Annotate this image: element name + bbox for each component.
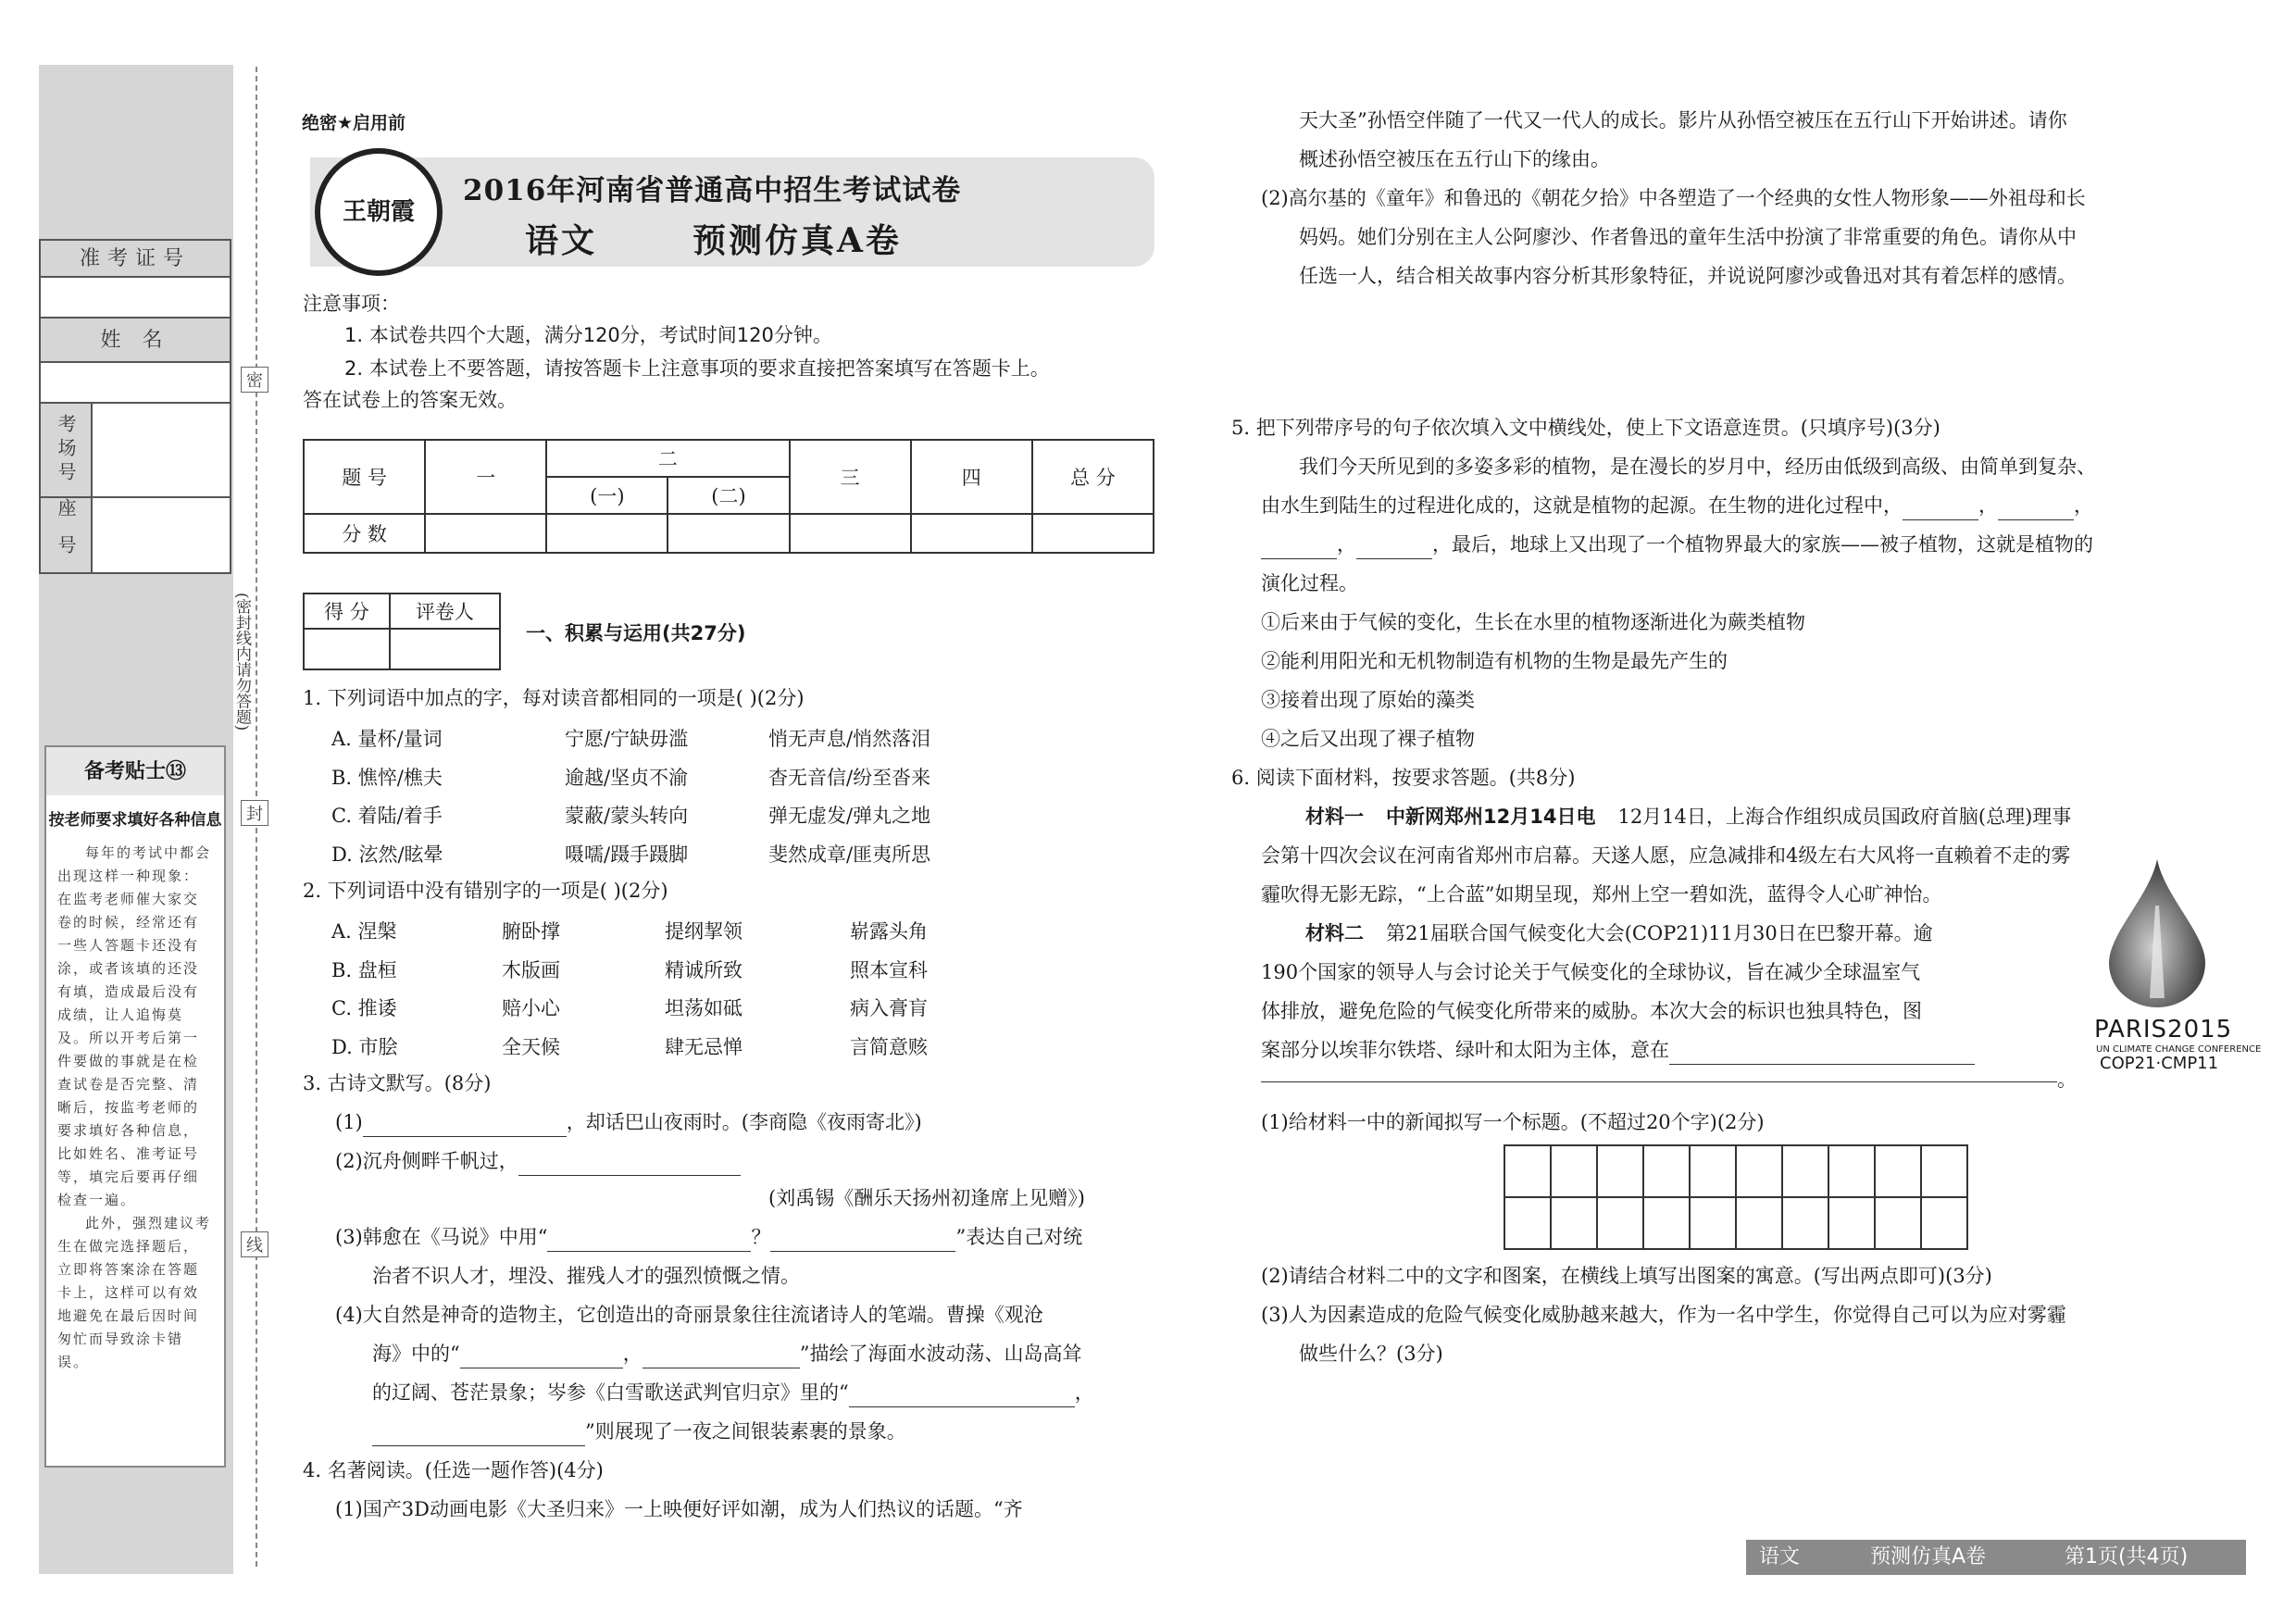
q1-option: A. 量杯/量词 宁愿/宁缺毋滥 悄无声息/悄然落泪 [331,728,931,750]
seat-label: 座号 [41,498,91,572]
score-cell[interactable] [1032,514,1154,553]
q6-material-2-cont3: 案部分以埃菲尔铁塔、绿叶和太阳为主体，意在 [1261,1035,1975,1065]
cop21-logo-cop: COP21·CMP11 [2100,1054,2219,1073]
score-table [303,439,1154,554]
grid-cell[interactable] [1736,1197,1782,1249]
tip-header: 备考贴士⑬ [46,747,224,795]
q6-material-2-cont: 190个国家的领导人与会讨论关于气候变化的全球协议，旨在减少全球温室气 [1261,961,1921,983]
name-field[interactable] [39,361,231,404]
q3-sub-4: (4)大自然是神奇的造物主，它创造出的奇丽景象往往流诸诗人的笔端。曹操《观沧 [335,1304,1043,1326]
grid-cell[interactable] [1828,1197,1875,1249]
q2-option: D. 市脍 全天候 肆无忌惮 言简意赅 [331,1035,928,1058]
q6-material-1-cont: 会第十四次会议在河南省郑州市启幕。天遂人愿，应急减排和4级左右大风将一直赖着不走的雾 [1261,844,2071,867]
q4-stem: 4. 名著阅读。(任选一题作答)(4分) [303,1459,604,1481]
answer-blank[interactable] [849,1406,1075,1407]
q5-passage: 演化过程。 [1261,572,1358,594]
score-subheader-cell: (二) [668,477,789,514]
q1-option: B. 憔悴/樵夫 逾越/坚贞不渝 杳无音信/纷至沓来 [331,766,931,789]
answer-blank[interactable] [518,1175,741,1176]
q4-sub-1-cont2: 概述孙悟空被压在五行山下的缘由。 [1299,148,1610,170]
grid-cell[interactable] [1782,1197,1828,1249]
score-cell[interactable] [790,514,911,553]
notice-item-2b: 答在试卷上的答案无效。 [303,389,517,411]
seal-mark-mi: 密 [241,367,268,393]
q2-option: C. 推诿 赔小心 坦荡如砥 病入膏肓 [331,997,928,1019]
notice-label: 注意事项： [303,293,400,315]
exam-room-field[interactable] [91,404,231,496]
paper-title: 预测仿真A卷 [693,221,902,260]
title-answer-grid [1504,1144,1968,1250]
q6-sub-1: (1)给材料一中的新闻拟写一个标题。(不超过20个字)(2分) [1261,1111,1765,1133]
score-cell[interactable] [668,514,789,553]
score-row-label: 分 数 [304,514,425,553]
score-header-cell: 二 [546,440,789,477]
q6-material-1-cont2: 霾吹得无影无踪，“上合蓝”如期呈现，郑州上空一碧如洗，蓝得令人心旷神怡。 [1261,883,1942,906]
q3-sub-4-d: ”则展现了一夜之间银装素裹的景象。 [372,1417,906,1446]
q2-option: A. 涅槃 腑卧撑 提纲挈领 崭露头角 [331,920,928,943]
footer-paper: 预测仿真A卷 [1870,1545,1987,1568]
exam-tip-box [44,745,226,1468]
q4-sub-1: (1)国产3D动画电影《大圣归来》一上映便好评如潮，成为人们热议的话题。“齐 [335,1498,1023,1520]
grid-cell[interactable] [1551,1145,1597,1197]
exam-room-box [39,402,231,498]
seat-field[interactable] [91,498,231,572]
exam-id-field[interactable] [39,276,231,319]
answer-blank[interactable] [1903,519,1978,520]
q5-option-3: ③接着出现了原始的藻类 [1261,689,1475,711]
q4-sub-2-cont2: 任选一人，结合相关故事内容分析其形象特征，并说说阿廖沙或鲁迅对其有着怎样的感情。 [1299,265,2077,287]
score-header-cell: 题 号 [304,440,425,514]
tip-subtitle: 按老师要求填好各种信息 [48,811,222,830]
q3-sub-3-cont: 治者不识人才，埋没、摧残人才的强烈愤慨之情。 [372,1265,800,1287]
grid-cell[interactable] [1643,1145,1690,1197]
q1-options [331,720,1165,874]
grader-name-label: 评卷人 [390,594,500,629]
q3-sub-1: (1) ，却话巴山夜雨时。(李商隐《夜雨寄北》) [335,1107,922,1137]
seal-mark-xian: 线 [241,1231,268,1257]
answer-blank[interactable] [372,1445,585,1446]
footer-subject: 语文 [1759,1545,1801,1568]
answer-blank[interactable] [1261,558,1337,559]
grid-cell[interactable] [1643,1197,1690,1249]
q6-material-2: 材料二 第21届联合国气候变化大会(COP21)11月30日在巴黎开幕。逾 [1305,922,1933,944]
answer-blank[interactable] [363,1136,567,1137]
q1-option: D. 泫然/眩晕 嗫嚅/蹑手蹑脚 斐然成章/匪夷所思 [331,843,931,866]
tip-body: 每年的考试中都会出现这样一种现象：在监考老师催大家交卷的时候，经常还有一些人答题卡还没有涂，或者该填的还没有填，造成最后没有成绩，让人追悔莫及。所以开考后第一件要做的事就是在检查试卷是否完整、清晰后，按监考老师的要求填好各种信息，比如姓名、准考证号等，填完后要再仔细检查一遍。 此外，强烈建议考生在做完选择题后，立即将答案涂在答题卡上，这样可以有效地避免在最后因时间匆忙而导致涂卡错误。 [57,844,212,1370]
answer-blank[interactable] [770,1251,955,1252]
q6-stem: 6. 阅读下面材料，按要求答题。(共8分) [1231,767,1576,789]
grid-cell[interactable] [1875,1145,1921,1197]
publisher-logo: 王朝霞 [315,148,443,276]
score-header-cell: 四 [911,440,1032,514]
exam-room-label: 考场号 [41,404,91,496]
q6-sub-2: (2)请结合材料二中的文字和图案，在横线上填写出图案的寓意。(写出两点即可)(3分) [1261,1265,1992,1287]
grid-cell[interactable] [1921,1197,1967,1249]
q3-stem: 3. 古诗文默写。(8分) [303,1072,492,1094]
cop21-logo-text: PARIS2015 [2094,1016,2233,1043]
q5-passage: ， ，最后，地球上又出现了一个植物界最大的家族——被子植物，这就是植物的 [1261,530,2093,559]
q5-option-2: ②能利用阳光和无机物制造有机物的生物是最先产生的 [1261,650,1728,672]
q2-stem: 2. 下列词语中没有错别字的一项是( )(2分) [303,880,668,902]
answer-blank[interactable] [1356,558,1432,559]
grid-cell[interactable] [1782,1145,1828,1197]
q6-sub-3: (3)人为因素造成的危险气候变化威胁越来越大，作为一名中学生，你觉得自己可以为应对雾霾 [1261,1304,2066,1326]
notice-item-2: 2. 本试卷上不要答题，请按答题卡上注意事项的要求直接把答案填写在答题卡上。 [344,357,1050,380]
seal-mark-feng: 封 [241,800,268,826]
answer-blank[interactable] [1669,1064,1975,1065]
q3-sub-4-b: 海》中的“ ， ”描绘了海面水波动荡、山岛高耸 [372,1339,1082,1368]
exam-title: 2016年河南省普通高中招生考试试卷 [463,174,962,207]
q4-sub-1-cont: 天大圣”孙悟空伴随了一代又一代人的成长。影片从孙悟空被压在五行山下开始讲述。请你 [1299,109,2067,131]
grid-cell[interactable] [1504,1145,1551,1197]
grader-table [303,593,501,670]
q3-sub-2: (2)沉舟侧畔千帆过， [335,1146,741,1176]
q2-option: B. 盘桓 木版画 精诚所致 照本宣科 [331,958,928,981]
grid-cell[interactable] [1828,1145,1875,1197]
grid-cell[interactable] [1551,1197,1597,1249]
q4-sub-2-cont: 妈妈。她们分别在主人公阿廖沙、作者鲁迅的童年生活中扮演了非常重要的角色。请你从中 [1299,226,2077,248]
cop21-logo-subtext: UN CLIMATE CHANGE CONFERENCE [2096,1044,2262,1055]
grid-cell[interactable] [1597,1145,1643,1197]
exam-id-label: 准考证号 [39,239,231,278]
score-subheader-cell: (一) [546,477,668,514]
name-label: 姓 名 [39,317,231,363]
secret-mark: 绝密★启用前 [302,113,406,133]
q5-stem: 5. 把下列带序号的句子依次填入文中横线处，使上下文语意连贯。(只填序号)(3分) [1231,417,1940,439]
grader-score-cell[interactable] [304,629,390,669]
grid-cell[interactable] [1736,1145,1782,1197]
q3-sub-2-source: (刘禹锡《酬乐天扬州初逢席上见赠》) [768,1187,1085,1209]
q5-passage: 我们今天所见到的多姿多彩的植物，是在漫长的岁月中，经历由低级到高级、由简单到复杂、 [1299,456,2096,478]
score-header-cell: 总 分 [1032,440,1154,514]
score-cell[interactable] [911,514,1032,553]
q6-material-2-cont2: 体排放，避免危险的气候变化所带来的威胁。本次大会的标识也独具特色，图 [1261,1000,1922,1022]
q6-sub-3-cont: 做些什么？(3分) [1299,1343,1443,1365]
score-header-cell: 三 [790,440,911,514]
q1-stem: 1. 下列词语中加点的字，每对读音都相同的一项是( )(2分) [303,687,805,709]
seat-box [39,496,231,574]
q3-sub-4-c: 的辽阔、苍茫景象；岑参《白雪歌送武判官归京》里的“ ， [372,1378,1094,1407]
q6-material-1: 材料一 中新网郑州12月14日电 12月14日，上海合作组织成员国政府首脑(总理)理事 [1305,806,2072,828]
answer-line[interactable] [1261,1081,2057,1082]
cop21-logo-drop-icon [2109,859,2205,1007]
notice-item-1: 1. 本试卷共四个大题，满分120分，考试时间120分钟。 [344,324,832,346]
section-1-heading: 一、积累与运用(共27分) [526,622,746,644]
grid-cell[interactable] [1690,1145,1736,1197]
q4-sub-2: (2)高尔基的《童年》和鲁迅的《朝花夕拾》中各塑造了一个经典的女性人物形象——外祖母和长 [1261,187,2086,209]
score-cell[interactable] [425,514,546,553]
score-header-cell: 一 [425,440,546,514]
grader-name-cell[interactable] [390,629,500,669]
q5-option-4: ④之后又出现了裸子植物 [1261,728,1475,750]
grid-cell[interactable] [1921,1145,1967,1197]
subject-title: 语文 [525,221,598,260]
seal-note: (密封线内请勿答题) [232,593,251,731]
q1-option: C. 着陆/着手 蒙蔽/蒙头转向 弹无虚发/弹丸之地 [331,805,931,827]
q5-passage: 由水生到陆生的过程进化成的，这就是植物的起源。在生物的进化过程中， ， ， [1261,491,2093,520]
score-cell[interactable] [546,514,668,553]
footer-page: 第1页(共4页) [2065,1545,2189,1568]
grid-cell[interactable] [1690,1197,1736,1249]
answer-blank[interactable] [547,1251,751,1252]
q5-option-1: ①后来由于气候的变化，生长在水里的植物逐渐进化为蕨类植物 [1261,611,1805,633]
answer-blank[interactable] [1998,519,2074,520]
grid-cell[interactable] [1597,1197,1643,1249]
grid-cell[interactable] [1875,1197,1921,1249]
q2-options [331,913,1165,1067]
grader-score-label: 得 分 [304,594,390,629]
q3-sub-3: (3)韩愈在《马说》中用“ ？ ”表达自己对统 [335,1222,1082,1252]
page-footer [1746,1540,2246,1575]
grid-cell[interactable] [1504,1197,1551,1249]
